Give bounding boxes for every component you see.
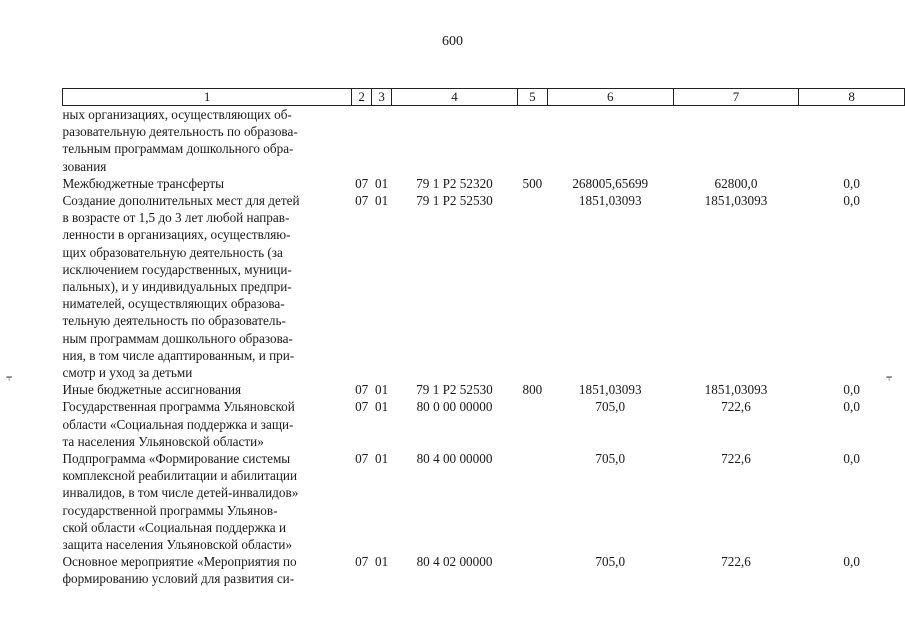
row-year-2: 722,6 — [721, 554, 751, 570]
row-target-article: 80 0 00 00000 — [416, 399, 493, 415]
margin-mark-left: ⫧ — [6, 372, 13, 384]
row-subsection — [372, 106, 392, 175]
row-year-3: 0,0 — [843, 175, 860, 191]
row-name-cell — [63, 106, 352, 175]
row-section: 07 — [355, 175, 369, 191]
table-body — [63, 106, 905, 588]
header-col-year-3: 8 — [799, 89, 905, 106]
row-section: 07 — [355, 399, 369, 415]
row-name-cell — [63, 175, 352, 192]
row-year-3: 0,0 — [843, 193, 860, 209]
row-year-2: 1851,03093 — [704, 382, 768, 398]
row-year-2: 722,6 — [721, 451, 751, 467]
row-section — [352, 106, 372, 175]
row-year-2: 62800,0 — [714, 175, 758, 191]
row-name-line: ской области «Социальная поддержка и — [62, 519, 287, 535]
row-section: 07 — [355, 382, 369, 398]
row-year-1: 268005,65699 — [572, 175, 649, 191]
row-target-article — [392, 106, 518, 175]
header-col-subsection: 3 — [372, 89, 392, 106]
row-year-3 — [799, 106, 905, 175]
header-col-year-1: 6 — [547, 89, 673, 106]
margin-mark-right: ⫧ — [886, 372, 893, 384]
row-expense-type — [517, 450, 547, 553]
row-expense-type: 800 — [522, 382, 543, 398]
row-section: 07 — [355, 451, 369, 467]
row-subsection: 01 — [375, 451, 389, 467]
row-name-line: Государственная программа Ульяновской — [62, 399, 295, 415]
row-name-line: разовательную деятельность по образова- — [62, 124, 298, 140]
row-subsection: 01 — [375, 554, 389, 570]
row-name-line: пальных), и у индивидуальных предпри- — [62, 279, 292, 295]
row-name-line: ленности в организациях, осуществляю- — [62, 227, 291, 243]
row-subsection: 01 — [375, 193, 389, 209]
row-name-cell — [63, 450, 352, 553]
row-name-line: области «Социальная поддержка и защи- — [62, 416, 294, 432]
row-name-line: Основное мероприятие «Мероприятия по — [62, 554, 297, 570]
row-name-line: ных организациях, осуществляющих об- — [62, 107, 292, 122]
row-year-1: 1851,03093 — [578, 193, 642, 209]
row-expense-type: 500 — [522, 175, 543, 191]
row-year-3: 0,0 — [843, 382, 860, 398]
row-name-line: та населения Ульяновской области» — [62, 433, 264, 449]
row-subsection: 01 — [375, 175, 389, 191]
header-col-year-2: 7 — [673, 89, 799, 106]
row-name-line: в возрасте от 1,5 до 3 лет любой направ- — [62, 210, 290, 226]
row-subsection: 01 — [375, 382, 389, 398]
table-row — [63, 192, 905, 381]
row-name-line: Иные бюджетные ассигнования — [62, 382, 242, 398]
row-name-cell — [63, 381, 352, 398]
row-expense-type — [517, 192, 547, 381]
row-name-line: комплексной реабилитации и абилитации — [62, 468, 298, 484]
row-name-cell — [63, 192, 352, 381]
table-row — [63, 398, 905, 450]
row-name-line: тельную деятельность по образователь- — [62, 313, 286, 329]
row-name-line: нимателей, осуществляющих образова- — [62, 296, 285, 312]
row-name-cell — [63, 553, 352, 587]
row-name-line: государственной программы Ульянов- — [62, 502, 278, 518]
row-year-1 — [547, 106, 673, 175]
row-year-3: 0,0 — [843, 554, 860, 570]
row-expense-type — [517, 553, 547, 587]
row-name-line: Межбюджетные трансферты — [62, 175, 224, 191]
row-target-article: 79 1 P2 52530 — [416, 382, 493, 398]
row-expense-type — [517, 106, 547, 175]
row-year-3: 0,0 — [843, 451, 860, 467]
row-name-line: исключением государственных, муници- — [62, 261, 292, 277]
table-header-row — [63, 89, 905, 106]
row-year-1: 705,0 — [595, 451, 626, 467]
row-expense-type — [517, 398, 547, 450]
row-target-article: 79 1 P2 52320 — [416, 175, 493, 191]
header-col-name: 1 — [63, 89, 352, 106]
table-row — [63, 381, 905, 398]
row-section: 07 — [355, 193, 369, 209]
table-row — [63, 450, 905, 553]
table-row — [63, 106, 905, 175]
page-number: 600 — [442, 34, 463, 49]
row-target-article: 79 1 P2 52530 — [416, 193, 493, 209]
row-section: 07 — [355, 554, 369, 570]
row-name-line: Создание дополнительных мест для детей — [62, 193, 300, 209]
row-year-2 — [673, 106, 799, 175]
row-year-2: 1851,03093 — [704, 193, 768, 209]
header-col-section: 2 — [352, 89, 372, 106]
budget-table — [62, 88, 905, 588]
row-name-line: смотр и уход за детьми — [62, 365, 193, 381]
header-col-expense-type: 5 — [517, 89, 547, 106]
row-name-line: формированию условий для развития си- — [62, 571, 295, 587]
row-year-1: 1851,03093 — [578, 382, 642, 398]
row-name-cell — [63, 398, 352, 450]
row-name-line: ния, в том числе адаптированным, и при- — [62, 347, 295, 363]
row-year-1: 705,0 — [595, 399, 626, 415]
table-row — [63, 175, 905, 192]
row-name-line: защита населения Ульяновской области» — [62, 537, 293, 553]
row-year-2: 722,6 — [721, 399, 751, 415]
row-name-line: зования — [62, 158, 107, 174]
row-year-1: 705,0 — [595, 554, 626, 570]
header-col-target-article: 4 — [392, 89, 518, 106]
row-subsection: 01 — [375, 399, 389, 415]
row-name-line: тельным программам дошкольного обра- — [62, 141, 294, 157]
row-target-article: 80 4 02 00000 — [416, 554, 493, 570]
table-row — [63, 553, 905, 587]
row-name-line: щих образовательную деятельность (за — [62, 244, 283, 260]
row-name-line: Подпрограмма «Формирование системы — [62, 451, 291, 467]
row-name-line: ным программам дошкольного образова- — [62, 330, 293, 346]
row-year-3: 0,0 — [843, 399, 860, 415]
row-name-line: инвалидов, в том числе детей-инвалидов» — [62, 485, 299, 501]
row-target-article: 80 4 00 00000 — [416, 451, 493, 467]
